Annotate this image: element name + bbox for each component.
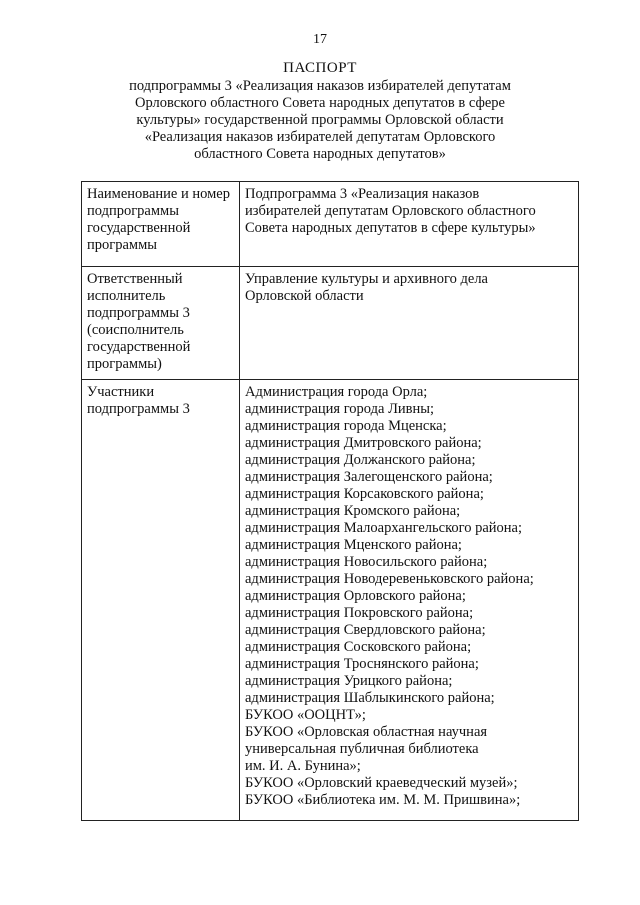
participant-item: администрация Троснянского района; [245,656,479,672]
table-row [82,182,579,267]
participant-item: администрация Шаблыкинского района; [245,690,495,706]
participant-item: БУКОО «Орловский краеведческий музей»; [245,775,518,791]
participant-item: им. И. А. Бунина»; [245,758,361,774]
cell-line: Совета народных депутатов в сфере культуры» [245,220,536,236]
cell-line: Подпрограмма 3 «Реализация наказов [245,186,480,202]
participant-item: администрация Новосильского района; [245,554,488,570]
row-label-cell [82,380,240,821]
row-value-cell [240,267,579,380]
subtitle-line: «Реализация наказов избирателей депутатам Орловского [144,129,496,145]
participant-item: БУКОО «Орловская областная научная [245,724,488,740]
cell-line: Управление культуры и архивного дела [245,271,488,287]
row-label-cell [82,182,240,267]
participant-item: администрация Покровского района; [245,605,474,621]
participant-item: администрация Новодеревеньковского района; [245,571,534,587]
participant-item: администрация Залегощенского района; [245,469,493,485]
participant-item: администрация города Мценска; [245,418,447,434]
table-row [82,267,579,380]
participant-item: администрация Дмитровского района; [245,435,482,451]
cell-line: программы) [87,356,162,372]
subtitle-line: областного Совета народных депутатов» [194,146,446,162]
passport-table [81,181,579,821]
participant-item: администрация Свердловского района; [245,622,486,638]
row-value-cell [240,182,579,267]
cell-line: государственной [87,220,191,236]
participant-item: универсальная публичная библиотека [245,741,479,757]
participant-item: администрация Малоархангельского района; [245,520,523,536]
subtitle-line: Орловского областного Совета народных депутатов в сфере [134,95,505,111]
document-title: ПАСПОРТ [283,60,357,76]
cell-line: подпрограммы [87,203,179,219]
participant-item: администрация Мценского района; [245,537,462,553]
participant-item: администрация Должанского района; [245,452,476,468]
participant-item: администрация Урицкого района; [245,673,453,689]
participant-item: БУКОО «Библиотека им. М. М. Пришвина»; [245,792,521,808]
cell-line: подпрограммы 3 [87,305,190,321]
participant-item: администрация города Ливны; [245,401,435,417]
cell-line: (соисполнитель [87,322,184,338]
subtitle-line: культуры» государственной программы Орловской области [136,112,504,128]
cell-line: Орловской области [245,288,364,304]
participant-item: Администрация города Орла; [245,384,428,400]
row-label-cell [82,267,240,380]
cell-line: Наименование и номер [87,186,230,202]
document-subtitle [80,78,560,163]
cell-line: избирателей депутатам Орловского областного [245,203,536,219]
cell-line: программы [87,237,157,253]
participant-item: администрация Орловского района; [245,588,466,604]
table-row [82,380,579,821]
participant-item: администрация Сосковского района; [245,639,472,655]
participant-item: БУКОО «ООЦНТ»; [245,707,366,723]
subtitle-line: подпрограммы 3 «Реализация наказов избирателей депутатам [129,78,511,94]
participants-list [240,380,579,821]
cell-line: государственной [87,339,191,355]
cell-line: Участники [87,384,155,400]
cell-line: исполнитель [87,288,166,304]
participant-item: администрация Кромского района; [245,503,461,519]
cell-line: подпрограммы 3 [87,401,190,417]
cell-line: Ответственный [87,271,183,287]
page-number: 17 [313,32,327,47]
participant-item: администрация Корсаковского района; [245,486,484,502]
